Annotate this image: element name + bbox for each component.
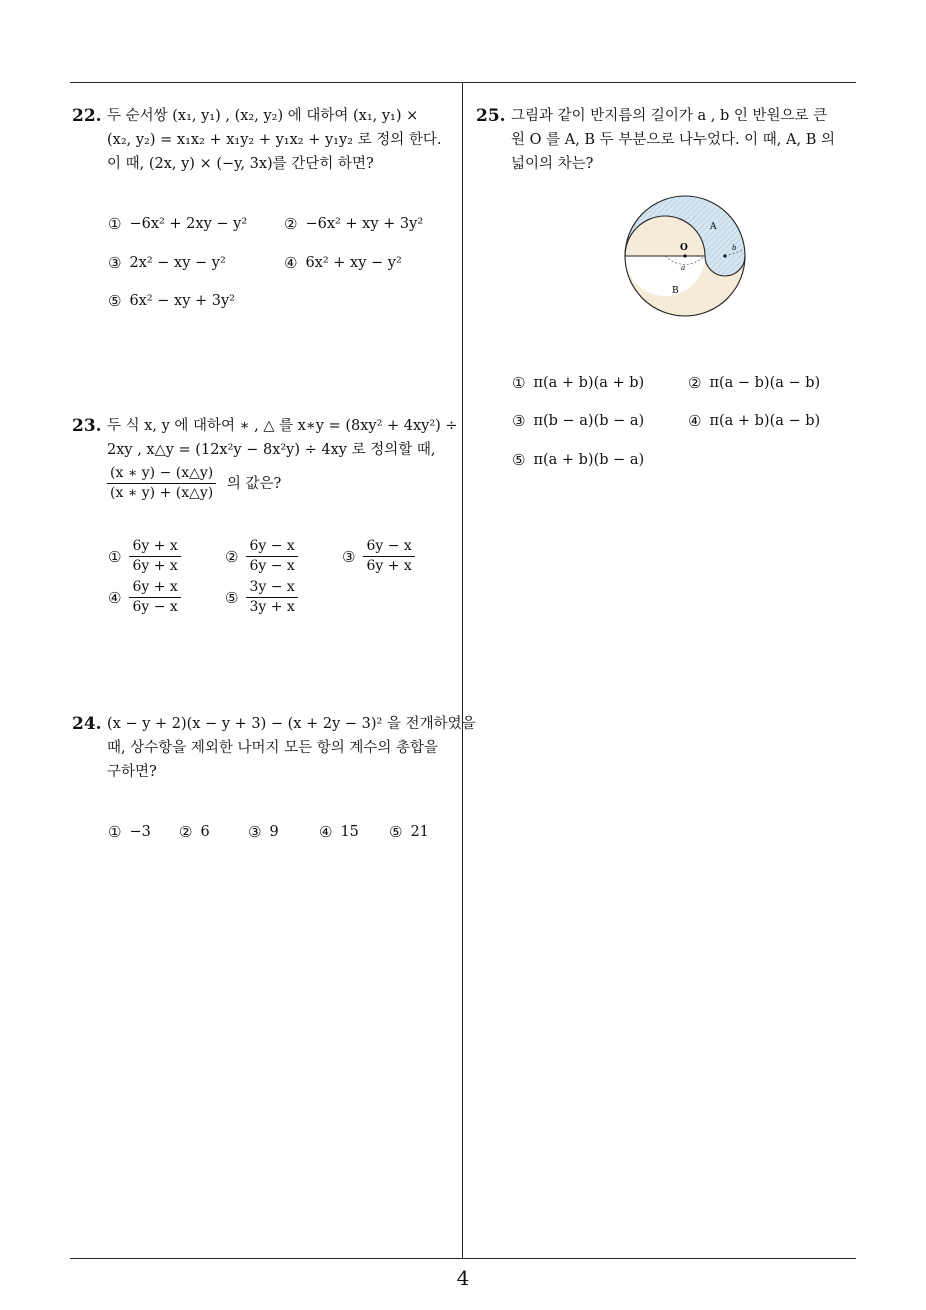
choice-mark: ② xyxy=(688,374,702,392)
question-line: (x₂, y₂) = x₁x₂ + x₁y₂ + y₁x₂ + y₁y₂ 로 정의 한다. xyxy=(107,132,442,148)
choice-mark: ② xyxy=(284,215,298,233)
fraction-denominator: 6y − x xyxy=(132,599,178,615)
choice-23-1[interactable] xyxy=(108,537,181,576)
choice-text: 6 xyxy=(200,824,210,840)
choice-fraction xyxy=(129,578,180,617)
choice-mark: ③ xyxy=(342,547,356,566)
fraction-numerator: 6y + x xyxy=(129,578,180,598)
choice-mark: ④ xyxy=(319,823,333,841)
fraction-denominator: 3y + x xyxy=(249,599,295,615)
expression-fraction xyxy=(107,464,216,503)
question-text xyxy=(107,104,458,176)
choice-text: −3 xyxy=(129,824,151,840)
top-rule xyxy=(70,82,856,83)
fraction-numerator: (x ∗ y) − (x△y) xyxy=(107,464,216,484)
question-text xyxy=(107,712,476,784)
choice-text: π(a + b)(b − a) xyxy=(533,452,645,468)
label-b-radius: b xyxy=(732,244,737,252)
choice-fraction xyxy=(246,537,297,576)
question-line: 두 순서쌍 (x₁, y₁) , (x₂, y₂) 에 대하여 (x₁, y₁) × xyxy=(107,108,419,124)
choice-mark: ⑤ xyxy=(225,588,239,607)
choice-mark: ⑤ xyxy=(108,292,122,310)
center-point-o xyxy=(683,254,686,257)
fraction-denominator: (x ∗ y) + (x△y) xyxy=(110,485,214,501)
label-b-region: B xyxy=(672,286,679,296)
choice-text: 15 xyxy=(340,824,359,840)
choice-mark: ④ xyxy=(108,588,122,607)
choice-22-5[interactable] xyxy=(108,292,235,310)
choice-mark: ② xyxy=(225,547,239,566)
choice-25-5[interactable] xyxy=(512,451,644,469)
choice-mark: ④ xyxy=(688,412,702,430)
choice-mark: ③ xyxy=(108,254,122,272)
question-line: 원 O 를 A, B 두 부분으로 나누었다. 이 때, A, B 의 xyxy=(511,132,835,148)
choice-text: 6x² − xy + 3y² xyxy=(129,293,236,309)
choice-fraction xyxy=(246,578,297,617)
choice-text: −6x² + 2xy − y² xyxy=(129,216,248,232)
choice-25-4[interactable] xyxy=(688,412,820,430)
bottom-rule xyxy=(70,1258,856,1259)
page-number: 4 xyxy=(456,1266,470,1290)
choice-23-5[interactable] xyxy=(225,578,298,617)
label-a-region: A xyxy=(710,222,717,232)
choice-text: 6x² + xy − y² xyxy=(305,255,402,271)
question-text xyxy=(107,414,458,503)
choice-text: π(a + b)(a − b) xyxy=(709,413,821,429)
choice-text: 21 xyxy=(410,824,429,840)
choice-25-2[interactable] xyxy=(688,374,820,392)
choice-22-1[interactable] xyxy=(108,215,247,233)
question-number: 23. xyxy=(72,416,102,436)
fraction-denominator: 6y + x xyxy=(132,558,178,574)
choice-22-2[interactable] xyxy=(284,215,423,233)
label-o: O xyxy=(680,243,688,253)
choice-24-5[interactable] xyxy=(389,823,429,841)
question-line: 이 때, (2x, y) × (−y, 3x)를 간단히 하면? xyxy=(107,156,374,172)
question-line: 구하면? xyxy=(107,764,157,780)
fraction-numerator: 6y − x xyxy=(363,537,414,557)
fraction-denominator: 6y − x xyxy=(249,558,295,574)
choice-25-3[interactable] xyxy=(512,412,644,430)
question-23 xyxy=(72,414,458,503)
choice-text: −6x² + xy + 3y² xyxy=(305,216,424,232)
circle-figure xyxy=(622,193,748,319)
choice-text: 9 xyxy=(269,824,279,840)
question-text xyxy=(511,104,862,176)
choice-mark: ① xyxy=(108,823,122,841)
choice-25-1[interactable] xyxy=(512,374,644,392)
question-line: (x − y + 2)(x − y + 3) − (x + 2y − 3)² 을 전개하였을 xyxy=(107,716,476,732)
choice-text: π(b − a)(b − a) xyxy=(533,413,645,429)
choice-text: 2x² − xy − y² xyxy=(129,255,226,271)
question-number: 24. xyxy=(72,714,102,734)
question-line: 그림과 같이 반지름의 길이가 a , b 인 반원으로 큰 xyxy=(511,108,828,124)
question-line: 2xy , x△y = (12x²y − 8x²y) ÷ 4xy 로 정의할 때, xyxy=(107,442,436,458)
column-divider xyxy=(462,82,463,1258)
choice-23-4[interactable] xyxy=(108,578,181,617)
expression-suffix: 의 값은? xyxy=(226,475,282,492)
question-line: 넓이의 차는? xyxy=(511,156,594,172)
choice-fraction xyxy=(363,537,414,576)
question-line: 두 식 x, y 에 대하여 ∗ , △ 를 x∗y = (8xy² + 4xy²) ÷ xyxy=(107,418,458,434)
question-expression xyxy=(107,464,458,503)
fraction-numerator: 3y − x xyxy=(246,578,297,598)
choice-fraction xyxy=(129,537,180,576)
choice-24-4[interactable] xyxy=(319,823,359,841)
choice-mark: ① xyxy=(108,547,122,566)
choice-mark: ⑤ xyxy=(389,823,403,841)
question-22 xyxy=(72,104,458,176)
label-a-radius: a xyxy=(681,264,686,272)
choice-mark: ③ xyxy=(512,412,526,430)
question-number: 25. xyxy=(476,106,506,126)
choice-mark: ③ xyxy=(248,823,262,841)
choice-22-3[interactable] xyxy=(108,254,226,272)
choice-text: π(a − b)(a − b) xyxy=(709,375,821,391)
choice-mark: ④ xyxy=(284,254,298,272)
question-number: 22. xyxy=(72,106,102,126)
choice-22-4[interactable] xyxy=(284,254,402,272)
choice-mark: ① xyxy=(512,374,526,392)
choice-text: π(a + b)(a + b) xyxy=(533,375,645,391)
choice-24-3[interactable] xyxy=(248,823,279,841)
choice-mark: ② xyxy=(179,823,193,841)
choice-24-2[interactable] xyxy=(179,823,210,841)
choice-23-2[interactable] xyxy=(225,537,298,576)
choice-23-3[interactable] xyxy=(342,537,415,576)
question-line: 때, 상수항을 제외한 나머지 모든 항의 계수의 총합을 xyxy=(107,740,439,756)
choice-24-1[interactable] xyxy=(108,823,151,841)
fraction-numerator: 6y + x xyxy=(129,537,180,557)
question-25 xyxy=(476,104,862,176)
choice-mark: ⑤ xyxy=(512,451,526,469)
fraction-numerator: 6y − x xyxy=(246,537,297,557)
question-24 xyxy=(72,712,476,784)
choice-mark: ① xyxy=(108,215,122,233)
fraction-denominator: 6y + x xyxy=(366,558,412,574)
